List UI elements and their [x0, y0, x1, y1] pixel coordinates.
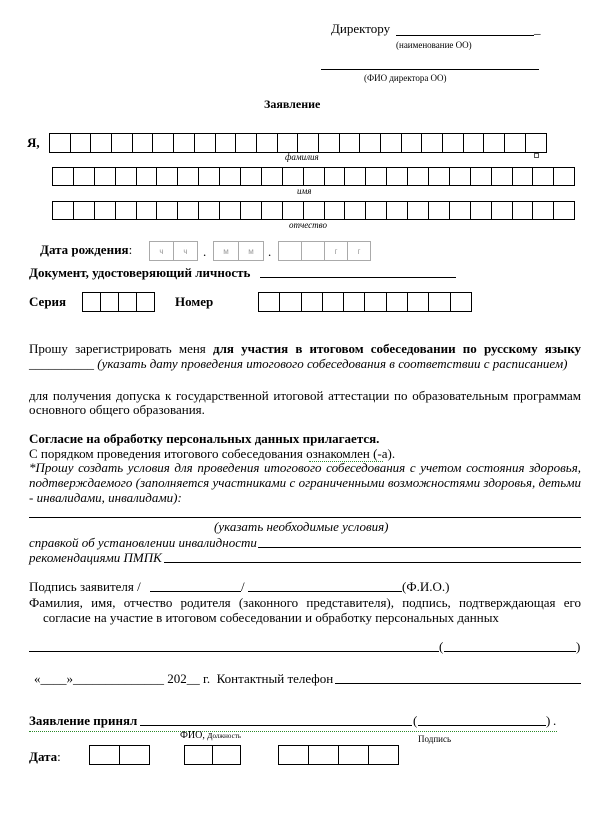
char-cell[interactable]	[340, 133, 361, 153]
char-cell[interactable]	[492, 201, 513, 220]
signature-line[interactable]	[150, 591, 241, 592]
char-cell[interactable]	[220, 167, 241, 186]
parent-paren-close: )	[576, 639, 581, 654]
request-line-2: __________ (указать дату проведения итогового собеседования в соответствии с расписанием)	[29, 356, 568, 371]
char-cell[interactable]	[325, 201, 346, 220]
char-cell[interactable]	[533, 167, 554, 186]
director-trail: _	[534, 21, 541, 36]
char-cell[interactable]	[345, 201, 366, 220]
char-cell[interactable]	[101, 292, 119, 312]
birth-year-cell[interactable]: г	[348, 241, 371, 261]
char-cell[interactable]	[71, 133, 92, 153]
char-cell[interactable]	[304, 201, 325, 220]
date-label: Дата:	[29, 749, 61, 764]
char-cell[interactable]	[298, 133, 319, 153]
birth-dot: .	[268, 244, 272, 259]
char-cell[interactable]	[120, 745, 150, 765]
char-cell[interactable]	[279, 745, 309, 765]
number-cells[interactable]	[258, 292, 472, 312]
char-cell[interactable]	[116, 201, 137, 220]
date-month-cells[interactable]	[184, 745, 241, 765]
fio-line[interactable]	[248, 591, 402, 592]
char-cell[interactable]	[429, 292, 450, 312]
char-cell[interactable]	[345, 167, 366, 186]
consent-star-line-3: - инвалидами, инвалидами):	[29, 490, 182, 505]
char-cell[interactable]	[95, 201, 116, 220]
char-cell[interactable]	[119, 292, 137, 312]
char-cell[interactable]	[137, 292, 155, 312]
char-cell[interactable]	[157, 167, 178, 186]
char-cell[interactable]	[302, 292, 323, 312]
char-cell[interactable]	[554, 167, 575, 186]
char-cell[interactable]	[178, 167, 199, 186]
char-cell[interactable]	[323, 292, 344, 312]
birth-day-cells[interactable]	[149, 241, 198, 261]
char-cell[interactable]	[554, 201, 575, 220]
char-cell[interactable]	[408, 201, 429, 220]
birth-year-cell[interactable]	[302, 241, 325, 261]
char-cell[interactable]	[344, 292, 365, 312]
request-line-3: для получения допуска к государственной итоговой аттестации по образовательным программам	[29, 388, 581, 403]
char-cell[interactable]	[280, 292, 301, 312]
i-label: Я,	[27, 135, 40, 150]
char-cell[interactable]	[408, 292, 429, 312]
char-cell[interactable]	[262, 167, 283, 186]
char-cell[interactable]	[339, 745, 369, 765]
char-cell[interactable]	[257, 133, 278, 153]
char-cell[interactable]	[408, 167, 429, 186]
number-label: Номер	[175, 294, 214, 309]
surname-cells[interactable]	[49, 133, 547, 153]
char-cell[interactable]	[91, 133, 112, 153]
char-cell[interactable]	[199, 201, 220, 220]
birth-day-cell[interactable]: ч	[150, 241, 174, 261]
char-cell[interactable]	[513, 201, 534, 220]
char-cell[interactable]	[505, 133, 526, 153]
char-cell[interactable]	[319, 133, 340, 153]
accepted-fio-caption: ФИО, должность	[180, 730, 241, 741]
char-cell[interactable]	[199, 167, 220, 186]
char-cell[interactable]	[259, 292, 280, 312]
pmpk-line[interactable]	[164, 562, 581, 563]
char-cell[interactable]	[220, 201, 241, 220]
char-cell[interactable]	[366, 201, 387, 220]
char-cell[interactable]	[464, 133, 485, 153]
document-blank-line[interactable]	[260, 277, 456, 278]
char-cell[interactable]	[526, 133, 547, 153]
parent-line-2: согласие на участие в итоговом собеседовании и обработку персональных данных	[43, 610, 499, 625]
name-cells[interactable]	[52, 167, 575, 186]
char-cell[interactable]	[451, 292, 472, 312]
series-label: Серия	[29, 294, 67, 309]
char-cell[interactable]	[471, 167, 492, 186]
director-label: Директору	[331, 21, 391, 36]
director-name-caption: (ФИО директора ОО)	[364, 73, 447, 83]
char-cell[interactable]	[443, 133, 464, 153]
accepted-paren-close: )	[546, 713, 551, 728]
char-cell[interactable]	[304, 167, 325, 186]
accepted-end-dot: .	[553, 713, 557, 728]
conditions-caption: (указать необходимые условия)	[214, 519, 389, 534]
birth-year-cell[interactable]: г	[325, 241, 348, 261]
date-day-cells[interactable]	[89, 745, 150, 765]
char-cell[interactable]	[365, 292, 386, 312]
resize-handle	[534, 153, 539, 158]
char-cell[interactable]	[309, 745, 339, 765]
birth-month-cell[interactable]: м	[214, 241, 239, 261]
char-cell[interactable]	[429, 167, 450, 186]
char-cell[interactable]	[178, 201, 199, 220]
accepted-label: Заявление принял	[29, 713, 138, 728]
char-cell[interactable]	[325, 167, 346, 186]
birth-label: Дата рождения:	[40, 242, 133, 257]
char-cell[interactable]	[283, 201, 304, 220]
char-cell[interactable]	[387, 201, 408, 220]
char-cell[interactable]	[53, 167, 74, 186]
char-cell[interactable]	[74, 201, 95, 220]
char-cell[interactable]	[83, 292, 101, 312]
birth-day-cell[interactable]: ч	[174, 241, 198, 261]
parent-line-1: Фамилия, имя, отчество родителя (законного представителя), подпись, подтверждающая его	[29, 595, 581, 610]
char-cell[interactable]	[471, 201, 492, 220]
char-cell[interactable]	[381, 133, 402, 153]
char-cell[interactable]	[137, 201, 158, 220]
phone-line[interactable]	[335, 683, 581, 684]
disability-label: справкой об установлении инвалидности	[29, 535, 257, 550]
char-cell[interactable]	[116, 167, 137, 186]
char-cell[interactable]	[366, 167, 387, 186]
char-cell[interactable]	[90, 745, 120, 765]
char-cell[interactable]	[137, 167, 158, 186]
date-year-cells[interactable]	[278, 745, 399, 765]
org-caption: (наименование ОО)	[396, 40, 472, 50]
char-cell[interactable]	[360, 133, 381, 153]
char-cell[interactable]	[112, 133, 133, 153]
accepted-paren-open: (	[413, 713, 418, 728]
consent-star-line-2: подтверждаемого (заполняется участниками с ограниченными возможностями здоровья, детьми	[29, 475, 581, 490]
parent-paren-open: (	[439, 639, 444, 654]
char-cell[interactable]	[429, 201, 450, 220]
char-cell[interactable]	[153, 133, 174, 153]
patronymic-cells[interactable]	[52, 201, 575, 220]
char-cell[interactable]	[369, 745, 399, 765]
birth-year-cells[interactable]	[278, 241, 371, 261]
accepted-signature-line[interactable]	[418, 725, 546, 726]
char-cell[interactable]	[157, 201, 178, 220]
char-cell[interactable]	[450, 167, 471, 186]
spellcheck-underline	[29, 728, 557, 732]
char-cell[interactable]	[53, 201, 74, 220]
name-caption: имя	[297, 186, 312, 196]
consent-star-line-1: *Прошу создать условия для проведения итогового собеседования с учетом состояния здоровья,	[29, 460, 581, 475]
char-cell[interactable]	[387, 167, 408, 186]
disability-line[interactable]	[258, 547, 581, 548]
exam-date-blank[interactable]: __________	[29, 356, 94, 371]
accepted-fio-line[interactable]	[140, 725, 412, 726]
char-cell[interactable]	[95, 167, 116, 186]
char-cell[interactable]	[387, 292, 408, 312]
char-cell[interactable]	[533, 201, 554, 220]
char-cell[interactable]	[195, 133, 216, 153]
pmpk-label: рекомендациями ПМПК	[29, 550, 162, 565]
birth-month-cells[interactable]	[213, 241, 264, 261]
date-phone-line: «____»______________ 202__ г. Контактный телефон	[34, 671, 334, 686]
consent-title: Согласие на обработку персональных данных прилагается.	[29, 431, 380, 446]
char-cell[interactable]	[492, 167, 513, 186]
series-cells[interactable]	[82, 292, 155, 312]
char-cell[interactable]	[133, 133, 154, 153]
char-cell[interactable]	[450, 201, 471, 220]
char-cell[interactable]	[50, 133, 71, 153]
page-title: Заявление	[264, 97, 321, 111]
director-blank-line[interactable]	[396, 35, 534, 36]
char-cell[interactable]	[216, 133, 237, 153]
month-blank[interactable]: ______________	[73, 671, 164, 686]
char-cell[interactable]	[278, 133, 299, 153]
birth-year-cell[interactable]	[279, 241, 302, 261]
consent-order-line: С порядком проведения итогового собеседования ознакомлен (-а).	[29, 446, 396, 461]
char-cell[interactable]	[513, 167, 534, 186]
char-cell[interactable]	[422, 133, 443, 153]
char-cell[interactable]	[241, 201, 262, 220]
document-label: Документ, удостоверяющий личность	[29, 265, 251, 280]
char-cell[interactable]	[174, 133, 195, 153]
signature-fio: (Ф.И.О.)	[402, 579, 450, 594]
day-blank[interactable]: ____	[40, 671, 67, 686]
surname-caption: фамилия	[285, 152, 319, 162]
patronymic-caption: отчество	[289, 220, 327, 230]
birth-dot: .	[203, 244, 207, 259]
request-line-1: Прошу зарегистрировать меня для участия в итоговом собеседовании по русскому языку	[29, 341, 582, 356]
conditions-line[interactable]	[29, 517, 581, 518]
char-cell[interactable]	[484, 133, 505, 153]
char-cell[interactable]	[185, 745, 213, 765]
request-line-4: основного общего образования.	[29, 402, 205, 417]
char-cell[interactable]	[74, 167, 95, 186]
director-name-line[interactable]	[321, 69, 539, 70]
signature-sep: /	[241, 579, 245, 594]
char-cell[interactable]	[283, 167, 304, 186]
parent-line[interactable]	[29, 651, 439, 652]
signature-label: Подпись заявителя /	[29, 579, 141, 594]
char-cell[interactable]	[262, 201, 283, 220]
birth-month-cell[interactable]: м	[239, 241, 264, 261]
char-cell[interactable]	[213, 745, 241, 765]
accepted-signature-caption: Подпись	[418, 734, 452, 744]
char-cell[interactable]	[402, 133, 423, 153]
char-cell[interactable]	[236, 133, 257, 153]
char-cell[interactable]	[241, 167, 262, 186]
parent-signature-line[interactable]	[444, 651, 576, 652]
